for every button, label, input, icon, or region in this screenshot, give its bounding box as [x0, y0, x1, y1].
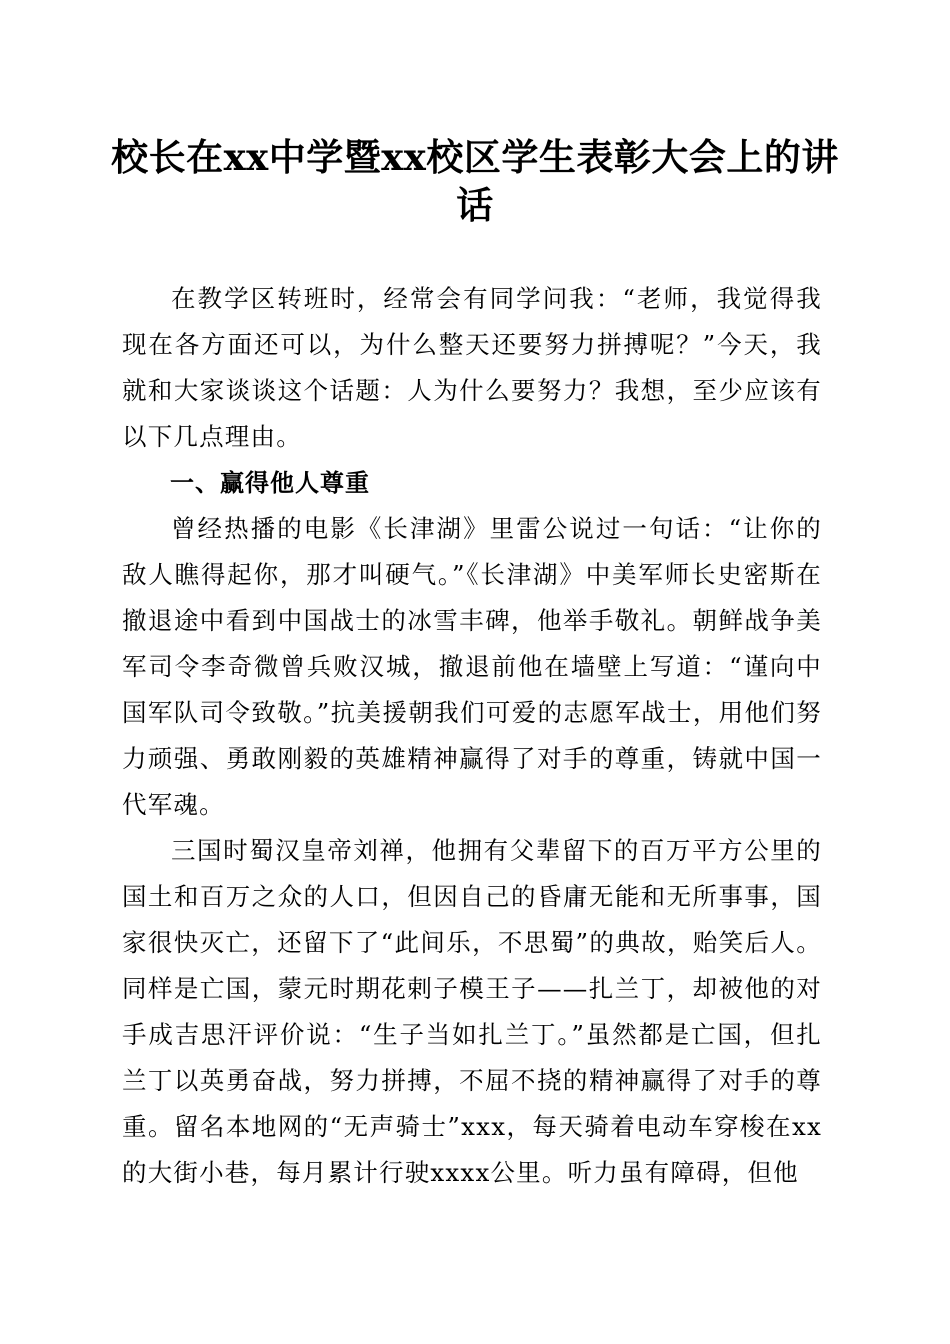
document-title: 校长在xx中学暨xx校区学生表彰大会上的讲话 — [111, 135, 839, 227]
body-paragraph: 曾经热播的电影《长津湖》里雷公说过一句话：“让你的敌人瞧得起你，那才叫硬气。”《长津湖》中美军师长史密斯在撤退途中看到中国战士的冰雪丰碑，他举手敬礼。朝鲜战争美军司令李奇微曾兵败汉城，撤退前他在墙壁上写道：“谨向中国军队司令致敬。”抗美援朝我们可爱的志愿军战士，用他们努力顽强、勇敢刚毅的英雄精神赢得了对手的尊重，铸就中国一代军魂。 — [122, 514, 822, 819]
document-body — [122, 276, 822, 1196]
intro-paragraph: 在教学区转班时，经常会有同学问我：“老师，我觉得我现在各方面还可以，为什么整天还要努力拼搏呢？”今天，我就和大家谈谈这个话题：人为什么要努力？我想，至少应该有以下几点理由。 — [122, 284, 822, 451]
section-heading: 一、赢得他人尊重 — [170, 469, 370, 497]
body-paragraph: 三国时蜀汉皇帝刘禅，他拥有父辈留下的百万平方公里的国土和百万之众的人口，但因自己的昏庸无能和无所事事，国家很快灭亡，还留下了“此间乐，不思蜀”的典故，贻笑后人。同样是亡国，蒙元时期花剌子模王子——扎兰丁，却被他的对手成吉思汗评价说：“生子当如扎兰丁。”虽然都是亡国，但扎兰丁以英勇奋战，努力拼搏，不屈不挠的精神赢得了对手的尊重。留名本地网的“无声骑士”xxx，每天骑着电动车穿梭在xx的大街小巷，每月累计行驶xxxx公里。听力虽有障碍，但他 — [122, 836, 822, 1187]
